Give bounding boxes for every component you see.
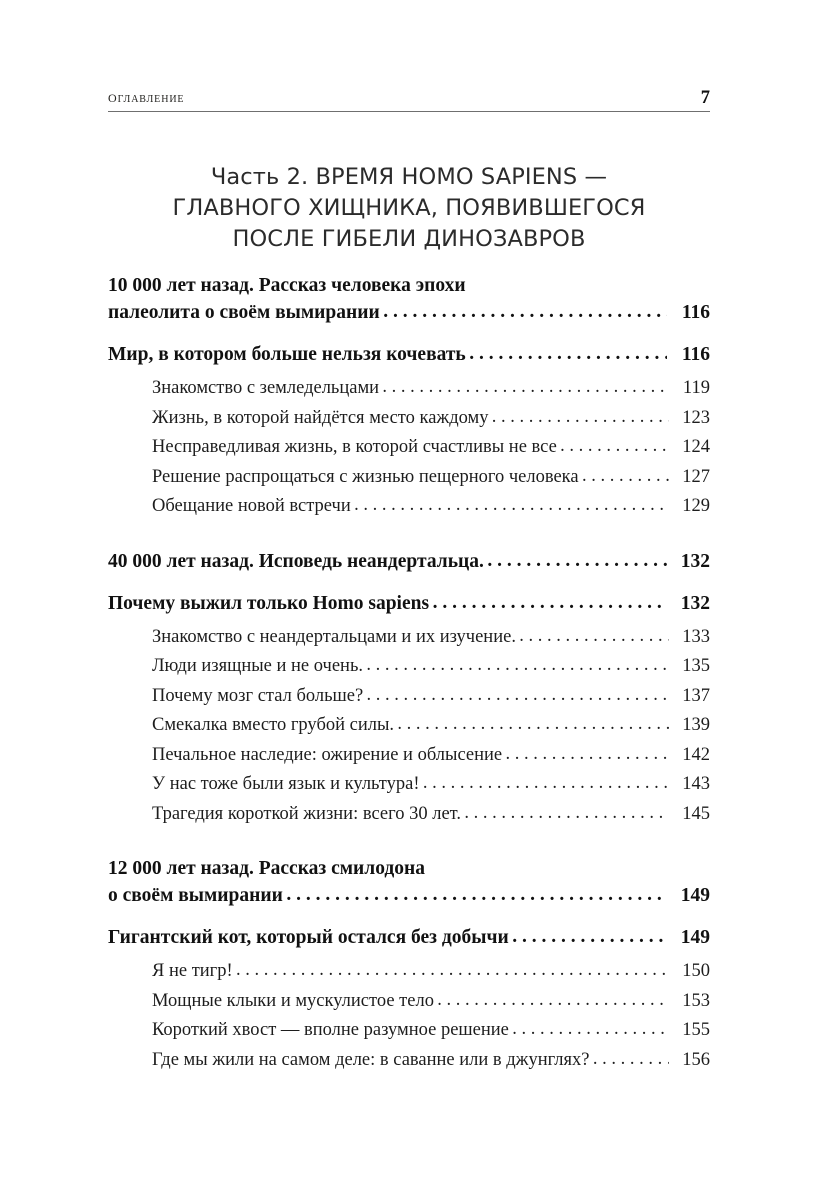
toc-item-label: Несправедливая жизнь, в которой счастливы не все — [152, 437, 557, 457]
toc-item[interactable] — [108, 1046, 710, 1076]
dot-leader — [582, 462, 669, 492]
dot-leader — [367, 681, 669, 711]
dot-leader — [366, 651, 668, 681]
toc-item[interactable] — [108, 987, 710, 1017]
toc-item-page: 155 — [682, 1020, 710, 1040]
dot-leader — [487, 547, 666, 574]
toc-item[interactable] — [108, 770, 710, 800]
toc-item-page: 150 — [682, 961, 710, 981]
toc-item-page: 142 — [682, 744, 710, 765]
dot-leader — [560, 432, 669, 462]
page-number: 7 — [700, 88, 710, 108]
dot-leader — [519, 622, 668, 652]
toc-section-label: Гигантский кот, который остался без добычи — [108, 927, 509, 948]
toc-section-entry[interactable] — [108, 341, 710, 368]
toc-item-page: 124 — [682, 437, 710, 457]
toc-section-page: 149 — [680, 927, 710, 948]
toc-item[interactable] — [108, 374, 710, 404]
toc-item[interactable] — [108, 741, 710, 771]
toc-item-page: 135 — [682, 656, 710, 676]
toc-item[interactable] — [108, 652, 710, 682]
dot-leader — [354, 491, 669, 521]
toc-item[interactable] — [108, 711, 710, 741]
toc-chapter-line-1: 40 000 лет назад. Исповедь неандертальца. — [108, 550, 484, 572]
toc-item-label: Знакомство с земледельцами — [152, 378, 380, 398]
toc-group — [108, 855, 710, 1075]
toc-item-page: 143 — [682, 774, 710, 794]
toc-section-entry[interactable] — [108, 924, 710, 951]
toc-item-label: Трагедия короткой жизни: всего 30 лет. — [152, 803, 461, 824]
toc-group — [108, 272, 710, 522]
toc-item[interactable] — [108, 682, 710, 712]
toc-item[interactable] — [108, 463, 710, 493]
toc-chapter-entry[interactable] — [108, 855, 710, 909]
toc-chapter-line-2: о своём вымирании — [108, 885, 283, 906]
toc-item-label: Жизнь, в которой найдётся место каждому — [152, 407, 489, 428]
toc-chapter-page: 116 — [681, 302, 710, 323]
toc-item-label: Печальное наследие: ожирение и облысение — [152, 744, 503, 765]
dot-leader — [469, 340, 666, 367]
dot-leader — [423, 769, 669, 799]
toc-chapter-page: 149 — [680, 885, 710, 906]
toc-item[interactable] — [108, 404, 710, 434]
dot-leader — [593, 1045, 669, 1075]
dot-leader — [397, 710, 668, 740]
part-title-line-3: ПОСЛЕ ГИБЕЛИ ДИНОЗАВРОВ — [232, 226, 586, 252]
toc-chapter-line-1: 10 000 лет назад. Рассказ человека эпохи — [108, 275, 466, 296]
toc-item-page: 139 — [682, 715, 710, 735]
toc-item-page: 119 — [682, 378, 710, 398]
toc-item[interactable] — [108, 800, 710, 830]
toc-chapter-line-2: палеолита о своём вымирании — [108, 302, 380, 323]
toc-item-page: 137 — [682, 685, 710, 706]
part-title-line-1: Часть 2. ВРЕМЯ HOMO SAPIENS — — [210, 164, 608, 190]
running-head-title: оглавление — [108, 86, 185, 106]
dot-leader — [492, 403, 669, 433]
toc-item[interactable] — [108, 623, 710, 653]
dot-leader — [512, 923, 666, 950]
toc-item-label: Где мы жили на самом деле: в саванне или в джунглях? — [152, 1049, 590, 1070]
toc-chapter-entry[interactable] — [108, 548, 710, 575]
table-of-contents — [108, 272, 710, 1075]
dot-leader — [512, 1015, 668, 1045]
toc-item-label: Я не тигр! — [152, 961, 233, 981]
part-title-line-2: ГЛАВНОГО ХИЩНИКА, ПОЯВИВШЕГОСЯ — [172, 195, 646, 221]
toc-section-label: Почему выжил только Homo sapiens — [108, 592, 430, 614]
toc-item[interactable] — [108, 433, 710, 463]
dot-leader — [505, 740, 668, 770]
running-head — [108, 80, 710, 112]
toc-item-label: Обещание новой встречи — [152, 496, 351, 516]
dot-leader — [286, 881, 666, 908]
toc-item-page: 129 — [682, 496, 710, 516]
toc-item-page: 145 — [682, 803, 710, 824]
dot-leader — [383, 298, 666, 325]
toc-item-page: 153 — [682, 990, 710, 1011]
toc-section-page: 116 — [681, 344, 710, 365]
toc-chapter-page: 132 — [680, 550, 710, 572]
dot-leader — [382, 373, 668, 403]
toc-item-label: Смекалка вместо грубой силы. — [152, 715, 395, 735]
toc-item-page: 123 — [682, 407, 710, 428]
dot-leader — [464, 799, 668, 829]
toc-item-page: 133 — [682, 626, 710, 647]
toc-item-page: 127 — [682, 466, 710, 487]
dot-leader — [437, 986, 668, 1016]
toc-chapter-entry[interactable] — [108, 272, 710, 326]
toc-section-label: Мир, в котором больше нельзя кочевать — [108, 344, 466, 365]
toc-item-label: Решение распрощаться с жизнью пещерного человека — [152, 466, 579, 487]
dot-leader — [236, 956, 669, 986]
toc-section-entry[interactable] — [108, 590, 710, 617]
toc-item-label: Почему мозг стал больше? — [152, 685, 364, 706]
toc-item-label: Мощные клыки и мускулистое тело — [152, 990, 434, 1011]
toc-item-label: Короткий хвост — вполне разумное решение — [152, 1020, 509, 1040]
part-title — [108, 162, 710, 255]
toc-item[interactable] — [108, 957, 710, 987]
toc-group — [108, 548, 710, 830]
toc-chapter-line-1: 12 000 лет назад. Рассказ смилодона — [108, 858, 426, 879]
toc-item-label: У нас тоже были язык и культура! — [152, 774, 420, 794]
toc-item-page: 156 — [682, 1049, 710, 1070]
toc-item-label: Знакомство с неандертальцами и их изучение. — [152, 626, 516, 647]
toc-item[interactable] — [108, 1016, 710, 1046]
toc-item[interactable] — [108, 492, 710, 522]
toc-item-label: Люди изящные и не очень. — [152, 656, 364, 676]
toc-section-page: 132 — [680, 592, 710, 614]
dot-leader — [433, 589, 667, 616]
